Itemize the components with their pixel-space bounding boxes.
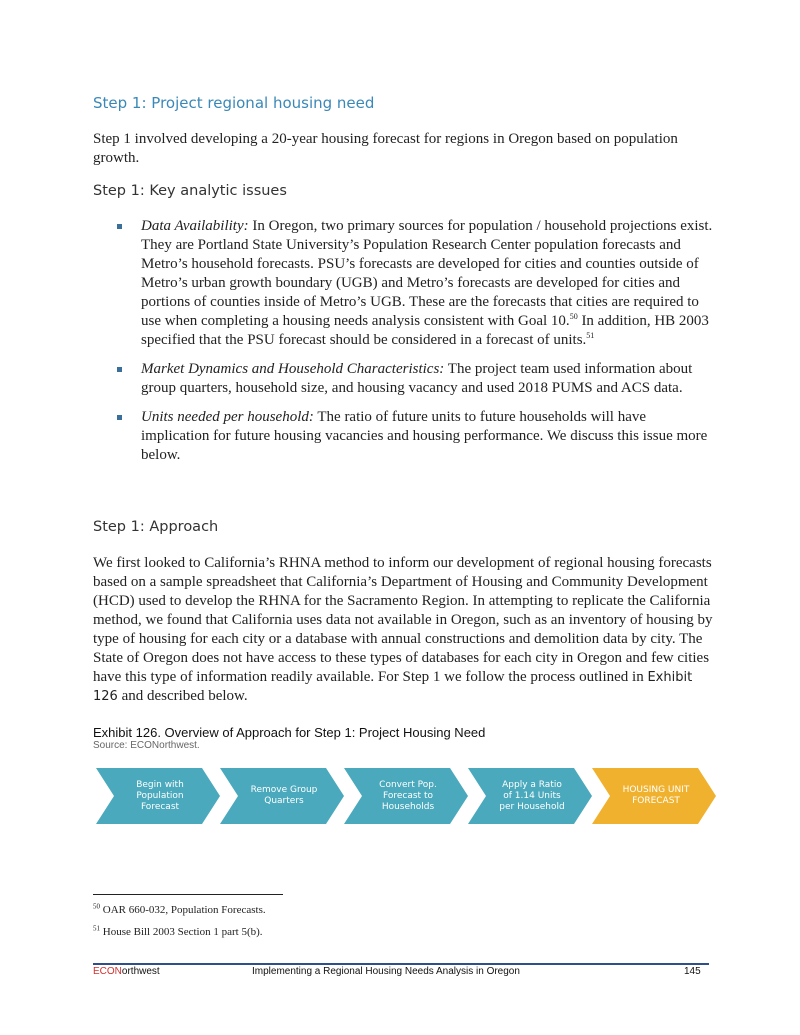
footnote-51	[93, 926, 263, 938]
bullet-marker	[117, 224, 122, 229]
bullet-text: In Oregon, two primary sources for population / household projections exist. They are Portland State University’s Population Research Center population forecasts and Metro’s household forecasts. PSU’s forecasts are developed for cities and counties outside of Metro’s urban growth boundary (UGB) and Metro’s forecasts are developed for cities and portions of counties inside of Metro’s UGB. These are the forecasts that cities are required to use when completing a housing needs analysis consistent with Goal 10.	[141, 218, 713, 329]
footnote-ref: 51	[586, 331, 595, 340]
step-label-3: Convert Pop. Forecast to Households	[379, 779, 437, 812]
footer-divider	[93, 963, 709, 965]
issues-list	[93, 217, 713, 475]
bullet-market-dynamics	[93, 360, 713, 398]
step-label-1: Begin with Population Forecast	[136, 779, 184, 812]
footnote-text: House Bill 2003 Section 1 part 5(b).	[100, 926, 263, 938]
brand-northwest: orthwest	[121, 966, 160, 977]
step-label-final: HOUSING UNIT FORECAST	[622, 785, 690, 806]
intro-paragraph: Step 1 involved developing a 20-year housing forecast for regions in Oregon based on population growth.	[93, 131, 678, 166]
footer-brand	[93, 966, 160, 977]
footnote-text: OAR 660-032, Population Forecasts.	[100, 904, 266, 916]
footnote-number: 51	[93, 924, 100, 933]
bullet-text: The ratio of future units to future households will have implication for future housing vacancies and housing performance. We discuss this issue more below.	[141, 409, 708, 463]
exhibit-source: Source: ECONorthwest.	[93, 740, 200, 751]
approach-text: We first looked to California’s RHNA method to inform our development of regional housing forecasts based on a sample spreadsheet that California’s Department of Housing and Community Development (HCD) used to develop the RHNA for the Sacramento Region. In attempting to replicate the California method, we found that California uses data not available in Oregon, such as an inventory of housing by type of housing for each city or a database with annual constructions and demolition data by city. The State of Oregon does not have access to these types of databases for each city in Oregon and few cities have this type of information readily available. For Step 1 we follow the process outlined in	[93, 555, 713, 685]
footnote-divider	[93, 894, 283, 895]
bullet-label: Units needed per household:	[141, 409, 314, 425]
approach-text-tail: and described below.	[117, 688, 248, 704]
step-label-4: Apply a Ratio of 1.14 Units per Household	[499, 779, 565, 812]
issues-heading: Step 1: Key analytic issues	[93, 183, 287, 199]
exhibit-title: Exhibit 126. Overview of Approach for Step 1: Project Housing Need	[93, 725, 486, 740]
approach-heading: Step 1: Approach	[93, 519, 219, 535]
bullet-marker	[117, 415, 122, 420]
footer-title: Implementing a Regional Housing Needs Analysis in Oregon	[252, 966, 520, 977]
bullet-marker	[117, 367, 122, 372]
section-heading: Step 1: Project regional housing need	[93, 94, 375, 112]
process-flow-diagram	[96, 768, 720, 824]
step-label-2: Remove Group Quarters	[250, 785, 318, 806]
footnote-number: 50	[93, 902, 100, 911]
exhibit-reference-link[interactable]: Exhibit 126	[93, 670, 693, 704]
brand-econ: ECON	[93, 966, 122, 977]
bullet-label: Data Availability:	[141, 218, 249, 234]
bullet-data-availability	[93, 217, 713, 350]
bullet-text-cont: In addition, HB 2003 specified that the PSU forecast should be considered in a forecast of units.	[141, 313, 709, 348]
bullet-units-needed	[93, 408, 713, 465]
bullet-text: The project team used information about group quarters, household size, and housing vacancy and used 2018 PUMS and ACS data.	[141, 361, 693, 396]
bullet-label: Market Dynamics and Household Characteristics:	[141, 361, 445, 377]
footnote-50	[93, 904, 266, 916]
footnote-ref: 50	[569, 312, 578, 321]
page-number: 145	[684, 966, 701, 977]
approach-paragraph	[93, 554, 713, 706]
